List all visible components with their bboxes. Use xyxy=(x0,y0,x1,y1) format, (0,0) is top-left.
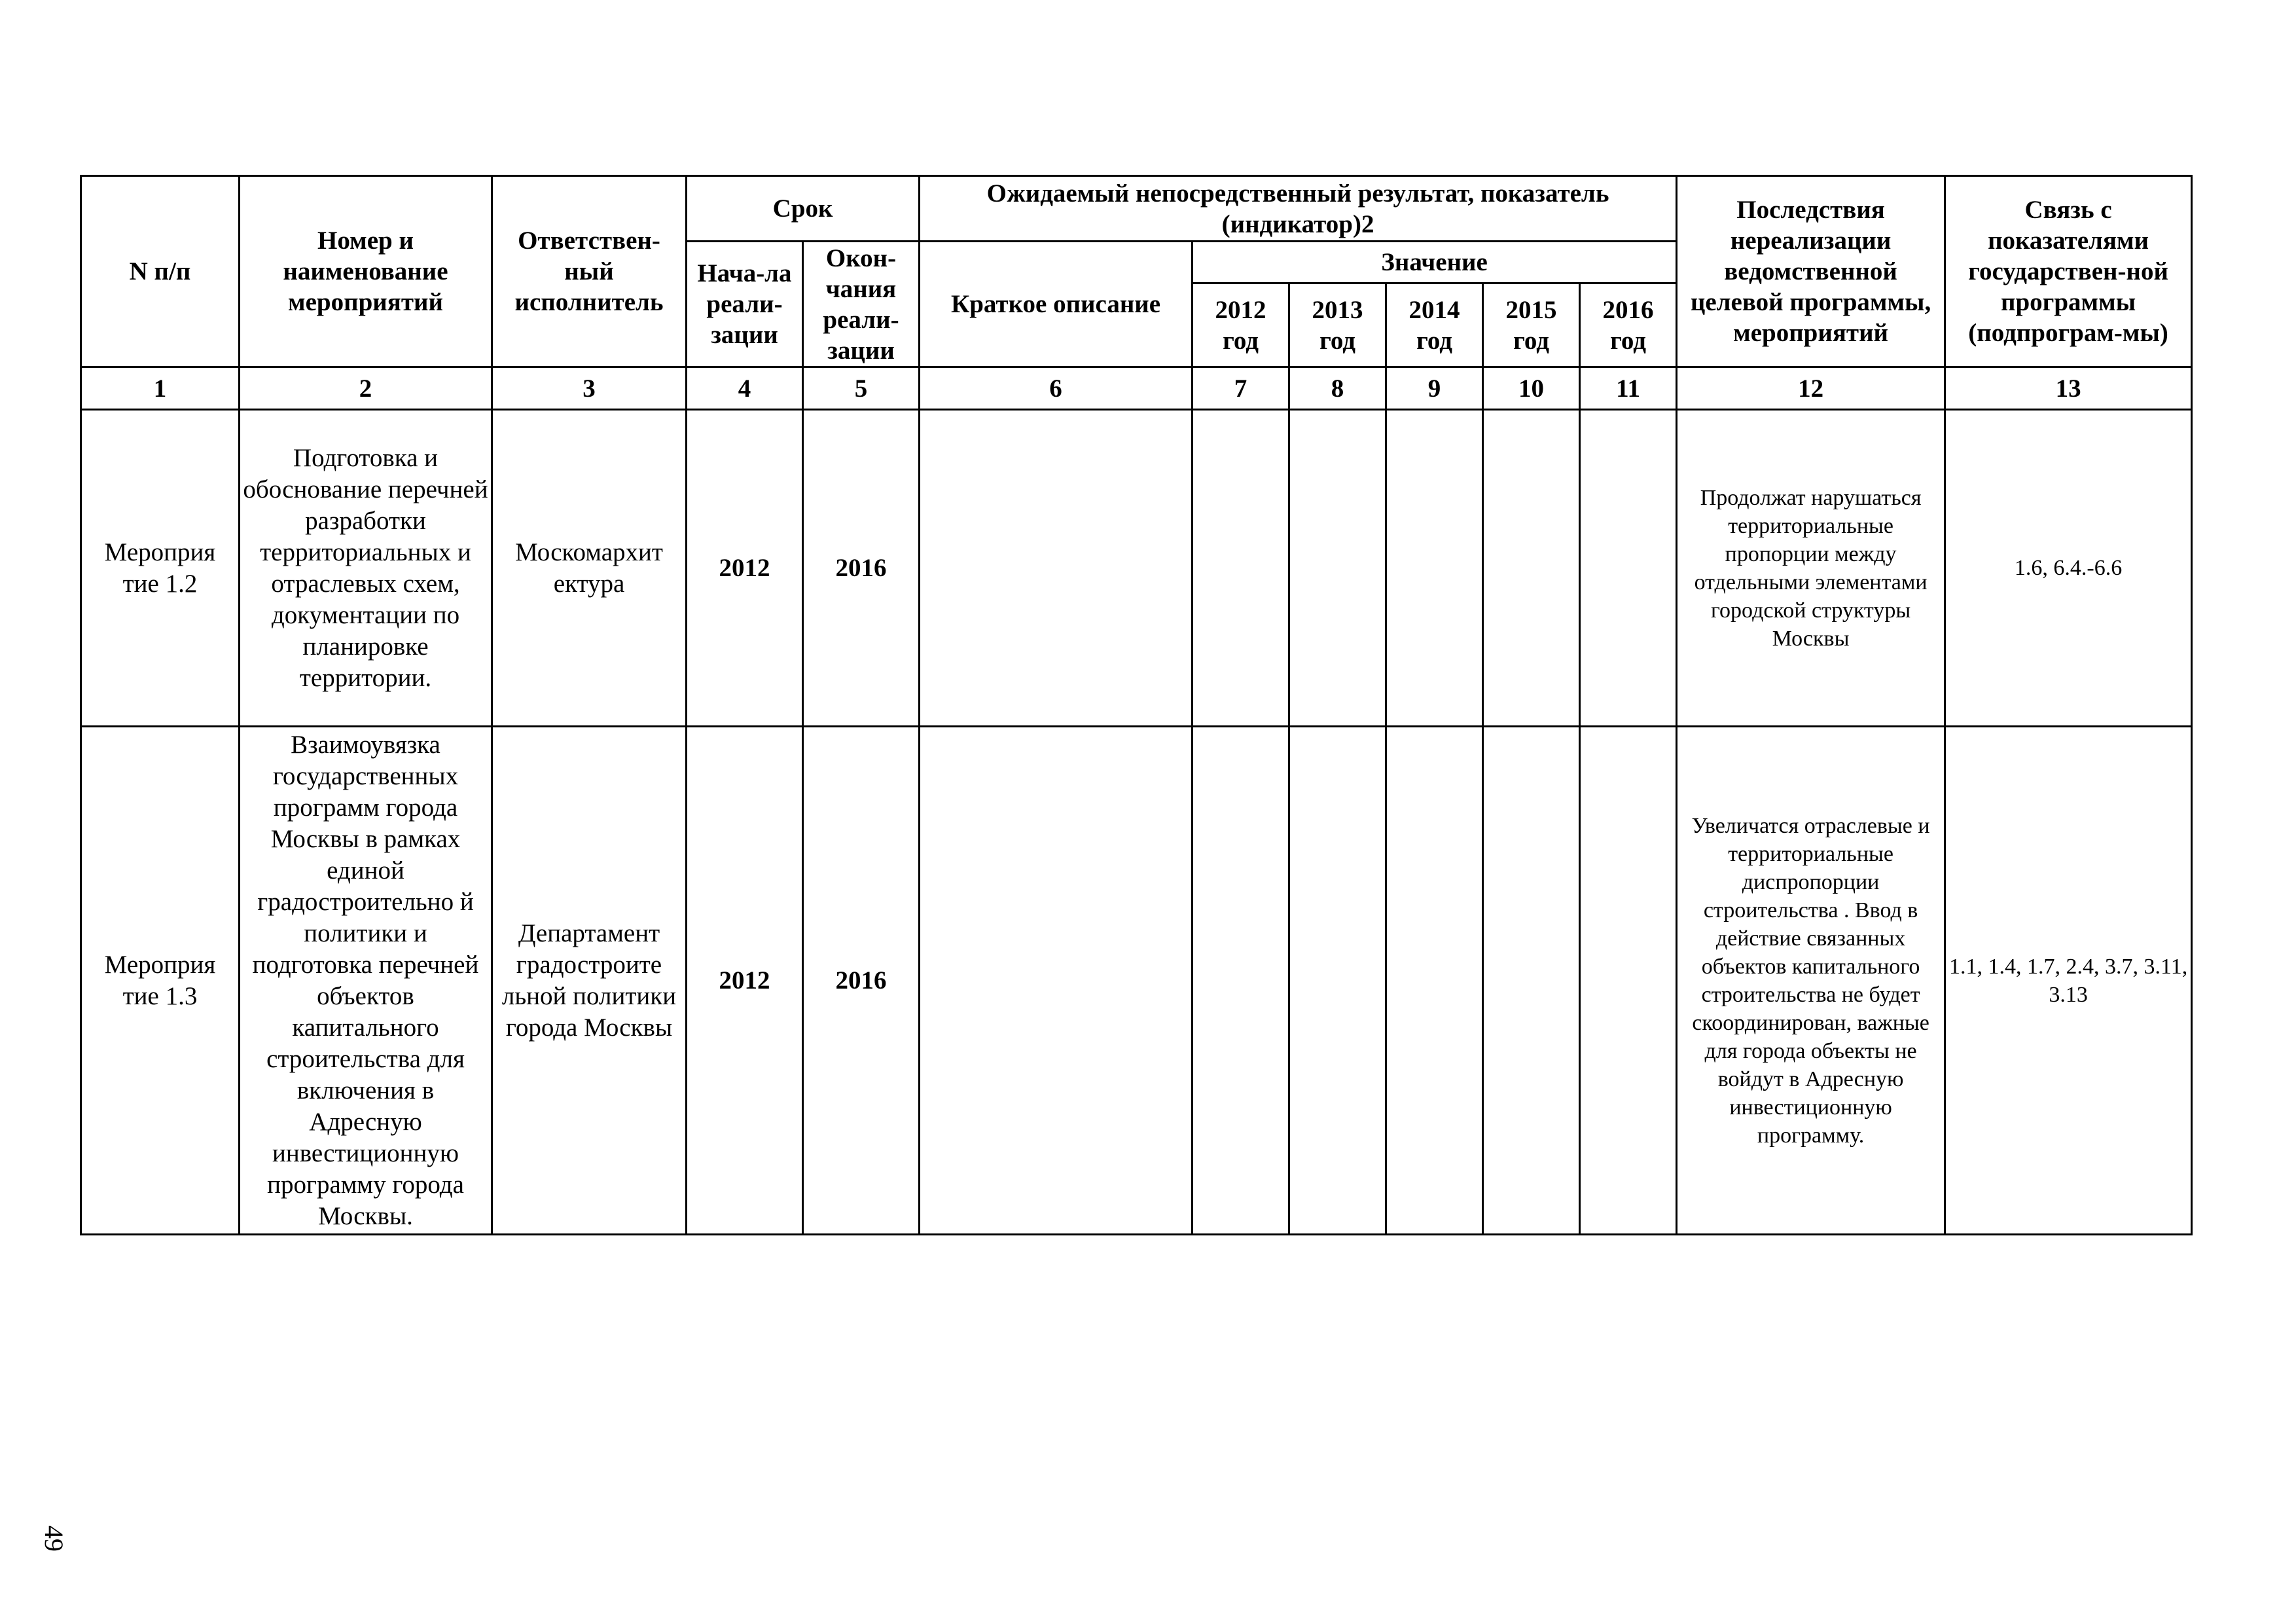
header-value: Значение xyxy=(1193,242,1677,283)
row-num: Мероприя тие 1.3 xyxy=(81,727,240,1235)
row-consequences: Увеличатся отраслевые и территориальные диспропорции строительства . Ввод в действие связанных объектов капитального строительства не будет скоординирован, важные для города объекты не войдут в Адресную инвестиционную программу. xyxy=(1677,727,1945,1235)
header-result: Ожидаемый непосредственный результат, показатель (индикатор)2 xyxy=(920,176,1677,242)
column-number: 4 xyxy=(687,367,803,410)
column-number: 8 xyxy=(1289,367,1386,410)
row-value xyxy=(1580,410,1677,727)
header-link: Связь с показателями государствен-ной программы (подпрограм-мы) xyxy=(1945,176,2192,367)
row-value xyxy=(1386,410,1483,727)
header-year: 2013 год xyxy=(1289,283,1386,367)
column-number: 11 xyxy=(1580,367,1677,410)
row-value xyxy=(1483,410,1580,727)
header-name: Номер и наименование мероприятий xyxy=(240,176,492,367)
column-number: 9 xyxy=(1386,367,1483,410)
page-number: 49 xyxy=(39,1525,69,1552)
row-value xyxy=(1483,727,1580,1235)
measures-table xyxy=(80,175,2193,1235)
column-number: 2 xyxy=(240,367,492,410)
row-end: 2016 xyxy=(803,410,920,727)
column-number: 5 xyxy=(803,367,920,410)
header-year: 2012 год xyxy=(1193,283,1289,367)
row-consequences: Продолжат нарушаться территориальные пропорции между отдельными элементами городской структуры Москвы xyxy=(1677,410,1945,727)
header-term-start: Нача-ла реали-зации xyxy=(687,242,803,367)
column-numbers-row xyxy=(81,367,2192,410)
header-term: Срок xyxy=(687,176,920,242)
row-responsible: Москомархит ектура xyxy=(492,410,687,727)
column-number: 1 xyxy=(81,367,240,410)
row-link: 1.1, 1.4, 1.7, 2.4, 3.7, 3.11, 3.13 xyxy=(1945,727,2192,1235)
row-value xyxy=(1289,410,1386,727)
row-num: Мероприя тие 1.2 xyxy=(81,410,240,727)
table-row xyxy=(81,727,2192,1235)
table-row xyxy=(81,410,2192,727)
header-year: 2015 год xyxy=(1483,283,1580,367)
row-start: 2012 xyxy=(687,727,803,1235)
row-value xyxy=(1193,410,1289,727)
column-number: 13 xyxy=(1945,367,2192,410)
row-end: 2016 xyxy=(803,727,920,1235)
header-term-end: Окон-чания реали-зации xyxy=(803,242,920,367)
row-value xyxy=(1580,727,1677,1235)
column-number: 10 xyxy=(1483,367,1580,410)
row-value xyxy=(1289,727,1386,1235)
row-value xyxy=(1193,727,1289,1235)
header-consequences: Последствия нереализации ведомственной целевой программы, мероприятий xyxy=(1677,176,1945,367)
header-year: 2014 год xyxy=(1386,283,1483,367)
row-description xyxy=(920,410,1193,727)
column-number: 6 xyxy=(920,367,1193,410)
header-year: 2016 год xyxy=(1580,283,1677,367)
header-responsible: Ответствен-ный исполнитель xyxy=(492,176,687,367)
row-start: 2012 xyxy=(687,410,803,727)
column-number: 12 xyxy=(1677,367,1945,410)
row-link: 1.6, 6.4.-6.6 xyxy=(1945,410,2192,727)
row-name: Подготовка и обоснование перечней разработки территориальных и отраслевых схем, документации по планировке территории. xyxy=(240,410,492,727)
row-name: Взаимоувязка государственных программ города Москвы в рамках единой градостроительно й политики и подготовка перечней объектов капитального строительства для включения в Адресную инвестиционную программу города Москвы. xyxy=(240,727,492,1235)
row-description xyxy=(920,727,1193,1235)
row-responsible: Департамент градостроите льной политики города Москвы xyxy=(492,727,687,1235)
column-number: 3 xyxy=(492,367,687,410)
column-number: 7 xyxy=(1193,367,1289,410)
header-short-description: Краткое описание xyxy=(920,242,1193,367)
header-num: N п/п xyxy=(81,176,240,367)
row-value xyxy=(1386,727,1483,1235)
